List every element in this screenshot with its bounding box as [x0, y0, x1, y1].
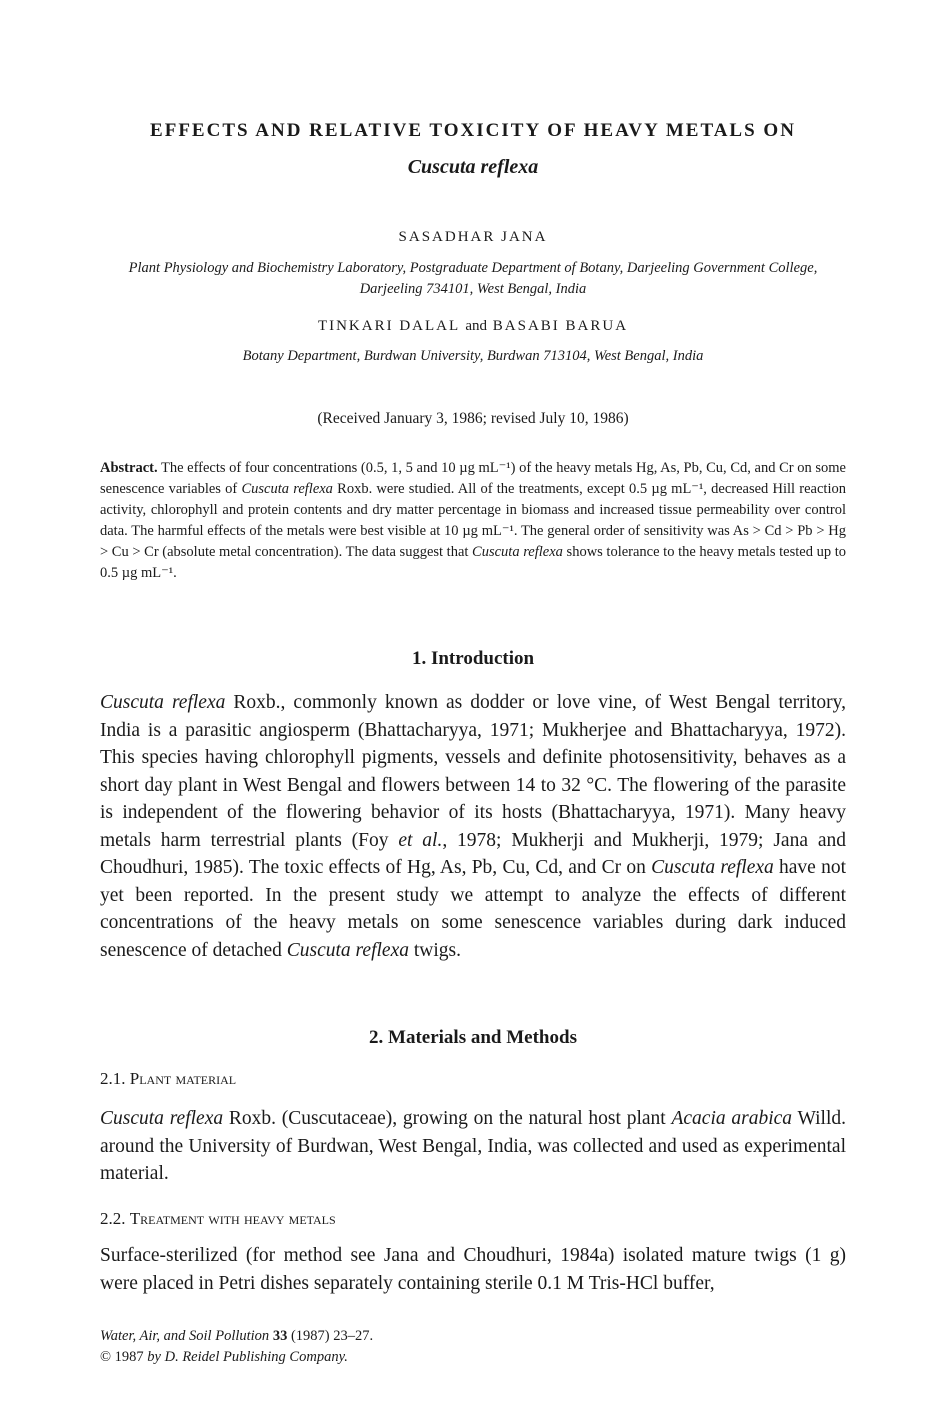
- treatment-paragraph: Surface-sterilized (for method see Jana and Choudhuri, 1984a) isolated mature twigs (1 g) were placed in Petri dishes separately containing sterile 0.1 M Tris-HCl buffer,: [100, 1245, 846, 1294]
- pm-text-2: Willd. around the University of Burdwan, West Bengal, India, was collected and used as experimental material.: [100, 1108, 846, 1184]
- affiliation-2: Botany Department, Burdwan University, Burdwan 713104, West Bengal, India: [242, 348, 704, 364]
- author-and: and: [465, 318, 488, 334]
- subsection-title-1: Plant material: [129, 1069, 237, 1088]
- abstract-label: Abstract.: [100, 460, 158, 476]
- received-dates: (Received January 3, 1986; revised July 10, 1986): [317, 410, 629, 427]
- affiliation-1: Plant Physiology and Biochemistry Laboratory, Postgraduate Department of Botany, Darjeeling Government College, Darjeeling 734101, West Bengal, India: [128, 260, 818, 297]
- journal-volume: 33: [272, 1328, 288, 1344]
- author-2a: TINKARI DALAL: [317, 318, 460, 334]
- intro-text-4: twigs.: [408, 939, 461, 961]
- subsection-heading-treatment: [100, 1209, 336, 1229]
- publisher: by D. Reidel Publishing Company.: [147, 1349, 348, 1365]
- abstract-species-1: Cuscuta reflexa: [241, 481, 333, 497]
- subsection-number-1: 2.1.: [100, 1069, 130, 1088]
- subsection-heading-plant-material: [100, 1069, 236, 1089]
- author-2: [100, 318, 846, 335]
- subsection-title-2: Treatment with heavy metals: [129, 1209, 336, 1228]
- intro-species-1: Cuscuta reflexa: [100, 692, 226, 713]
- abstract: [100, 458, 846, 584]
- journal-footer: [100, 1326, 846, 1368]
- introduction-paragraph: [100, 689, 846, 964]
- copyright-line: [100, 1347, 846, 1368]
- intro-species-3: Cuscuta reflexa: [286, 939, 409, 961]
- journal-name: Water, Air, and Soil Pollution: [100, 1328, 273, 1344]
- copyright-year: © 1987: [100, 1349, 148, 1365]
- journal-pages: (1987) 23–27.: [287, 1328, 374, 1344]
- intro-species-2: Cuscuta reflexa: [651, 857, 774, 878]
- subsection-number-2: 2.2.: [100, 1209, 130, 1228]
- abstract-text-1: The effects of four concentrations (0.5, 1, 5 and 10 µg mL⁻¹) of the heavy metals Hg, As, Pb, Cu, Cd, and Cr on some senescence variables of: [100, 460, 846, 497]
- pm-host-species: Acacia arabica: [671, 1108, 793, 1129]
- abstract-text-3: shows tolerance to the heavy metals tested up to 0.5 µg mL⁻¹.: [100, 544, 846, 581]
- author-1: SASADHAR JANA: [398, 229, 548, 245]
- section-heading-introduction: 1. Introduction: [411, 648, 535, 669]
- plant-material-paragraph: [100, 1105, 846, 1188]
- pm-species-1: Cuscuta reflexa: [100, 1108, 224, 1129]
- intro-etal: et al.: [398, 829, 443, 851]
- paper-title: EFFECTS AND RELATIVE TOXICITY OF HEAVY METALS ON: [150, 120, 796, 141]
- paper-subtitle: Cuscuta reflexa: [407, 156, 539, 178]
- author-2b: BASABI BARUA: [492, 318, 629, 334]
- journal-citation: [100, 1326, 846, 1347]
- pm-text-1: Roxb. (Cuscutaceae), growing on the natural host plant: [223, 1108, 672, 1129]
- section-heading-methods: 2. Materials and Methods: [369, 1027, 577, 1048]
- intro-text-3: have not yet been reported. In the present study we attempt to analyze the effects of different concentrations of the heavy metals on some senescence variables during dark induced senescence of detached: [100, 857, 846, 961]
- abstract-species-2: Cuscuta reflexa: [472, 544, 563, 560]
- intro-text-1: Roxb., commonly known as dodder or love vine, of West Bengal territory, India is a parasitic angiosperm (Bhattacharyya, 1971; Mukherjee and Bhattacharyya, 1972). This species having chlorophyll pigments, vessels and definite photosensitivity, behaves as a short day plant in West Bengal and flowers between 14 to 32 °C. The flowering of the parasite is independent of the flowering behavior of its hosts (Bhattacharyya, 1971). Many heavy metals harm terrestrial plants (Foy: [100, 692, 846, 851]
- abstract-text-2: Roxb. were studied. All of the treatments, except 0.5 µg mL⁻¹, decreased Hill reaction activity, chlorophyll and protein contents and dry matter percentage in biomass and increased tissue permeability over control data. The harmful effects of the metals were best visible at 10 µg mL⁻¹. The general order of sensitivity was As > Cd > Pb > Hg > Cu > Cr (absolute metal concentration). The data suggest that: [100, 481, 846, 560]
- intro-text-2: , 1978; Mukherji and Mukherji, 1979; Jana and Choudhuri, 1985). The toxic effects of Hg, As, Pb, Cu, Cd, and Cr on: [100, 829, 846, 878]
